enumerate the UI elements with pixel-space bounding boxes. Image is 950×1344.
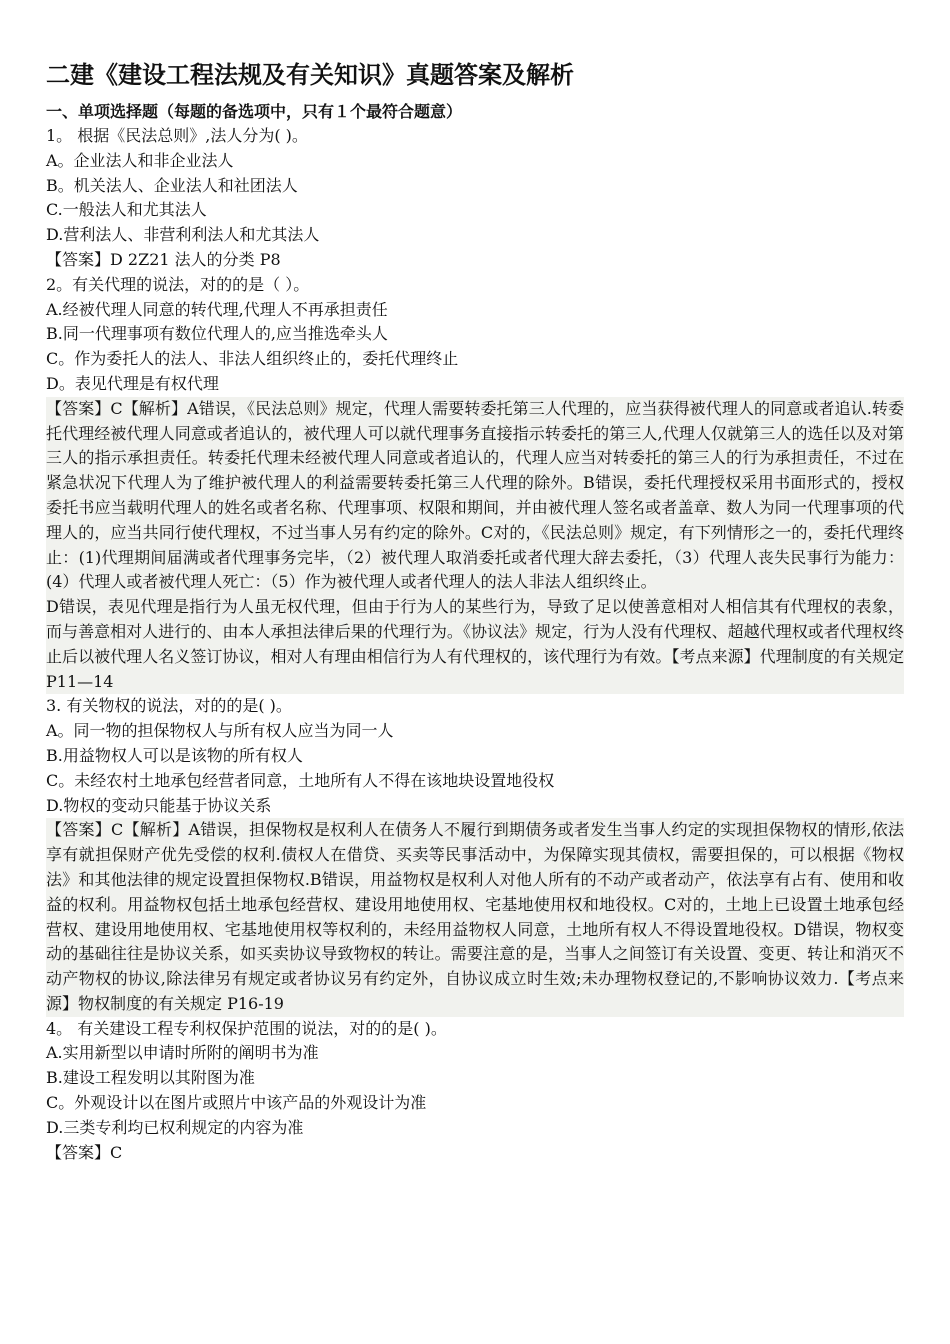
- option-a: A.经被代理人同意的转代理,代理人不再承担责任: [46, 299, 388, 319]
- answer-explanation-continued: D错误，表见代理是指行为人虽无权代理，但由于行为人的某些行为，导致了足以使善意相对人相信其有代理权的表象，而与善意相对人进行的、由本人承担法律后果的代理行为。《协议法》规定，行为人没有代理权、超越代理权或者代理权终止后以被代理人名义签订协议，相对人有理由相信行为人有代理权的，该代理行为有效。【考点来源】代理制度的有关规定 P11—14: [46, 595, 904, 694]
- document-title: 二建《建设工程法规及有关知识》真题答案及解析: [46, 61, 574, 89]
- option-c: C。外观设计以在图片或照片中该产品的外观设计为准: [46, 1093, 427, 1113]
- section-heading: 一、单项选择题（每题的备选项中，只有１个最符合题意）: [46, 102, 463, 121]
- answer-explanation: 【答案】C【解析】A错误，《民法总则》规定，代理人需要转委托第三人代理的，应当获得被代理人的同意或者追认.转委托代理经被代理人同意或者追认的，被代理人可以就代理事务直接指示转委托的第三人,代理人仅就第三人的选任以及对第三人的指示承担责任。转委托代理未经被代理人同意或者追认的，代理人应当对转委托的第三人的行为承担责任，不过在紧急状况下代理人为了维护被代理人的利益需要转委托第三人代理的除外。B错误，委托代理授权采用书面形式的，授权委托书应当载明代理人的姓名或者名称、代理事项、权限和期间，并由被代理人签名或者盖章、数人为同一代理事项的代理人的，应当共同行使代理权，不过当事人另有约定的除外。C对的，《民法总则》规定，有下列情形之一的，委托代理终止：(1)代理期间届满或者代理事务完毕，（2）被代理人取消委托或者代理大辞去委托，（3）代理人丧失民事行为能力：(4）代理人或者被代理人死亡：（5）作为被代理人或者代理人的法人非法人组织终止。: [46, 397, 904, 595]
- question-2: [46, 273, 906, 695]
- option-b: B.建设工程发明以其附图为准: [46, 1068, 255, 1088]
- option-d: D.物权的变动只能基于协议关系: [46, 795, 272, 815]
- question-stem: 4。 有关建设工程专利权保护范围的说法，对的的是( )。: [46, 1018, 447, 1038]
- answer-line: 【答案】D 2Z21 法人的分类 P8: [46, 249, 281, 269]
- option-c: C。未经农村土地承包经营者同意，土地所有人不得在该地块设置地役权: [46, 770, 555, 790]
- question-4: [46, 1017, 906, 1166]
- option-a: A。同一物的担保物权人与所有权人应当为同一人: [46, 721, 394, 741]
- option-c: C。作为委托人的法人、非法人组织终止的，委托代理终止: [46, 349, 459, 369]
- option-a: A.实用新型以申请时所附的阐明书为准: [46, 1043, 319, 1063]
- option-d: D.三类专利均已权利规定的内容为准: [46, 1117, 304, 1137]
- option-d: D.营利法人、非营利利法人和尤其法人: [46, 225, 320, 245]
- option-c: C.一般法人和尤其法人: [46, 200, 207, 220]
- option-b: B.用益物权人可以是该物的所有权人: [46, 745, 303, 765]
- option-d: D。表见代理是有权代理: [46, 373, 219, 393]
- option-b: B.同一代理事项有数位代理人的,应当推选牵头人: [46, 324, 388, 344]
- question-1: [46, 124, 906, 273]
- answer-line: 【答案】C: [46, 1142, 123, 1162]
- option-b: B。机关法人、企业法人和社团法人: [46, 175, 298, 195]
- question-stem: 1。 根据《民法总则》,法人分为( )。: [46, 126, 308, 145]
- question-3: [46, 694, 906, 1016]
- option-a: A。企业法人和非企业法人: [46, 150, 234, 170]
- question-stem: 3. 有关物权的说法，对的的是( )。: [46, 696, 292, 716]
- answer-explanation: 【答案】C【解析】A错误，担保物权是权利人在债务人不履行到期债务或者发生当事人约定的实现担保物权的情形,依法享有就担保财产优先受偿的权利.债权人在借贷、买卖等民事活动中，为保障实现其债权，需要担保的，可以根据《物权法》和其他法律的规定设置担保物权.B错误，用益物权是权利人对他人所有的不动产或者动产，依法享有占有、使用和收益的权利。用益物权包括土地承包经营权、建设用地使用权、宅基地使用权和地役权。C对的，土地上已设置土地承包经营权、建设用地使用权、宅基地使用权等权利的，未经用益物权人同意，土地所有权人不得设置地役权。D错误，物权变动的基础往往是协议关系，如买卖协议导致物权的转让。需要注意的是，当事人之间签订有关设置、变更、转让和消灭不动产物权的协议,除法律另有规定或者协议另有约定外，自协议成立时生效;未办理物权登记的,不影响协议效力.【考点来源】物权制度的有关规定 P16-19: [46, 818, 904, 1016]
- question-stem: 2。有关代理的说法，对的的是（ ）。: [46, 274, 310, 294]
